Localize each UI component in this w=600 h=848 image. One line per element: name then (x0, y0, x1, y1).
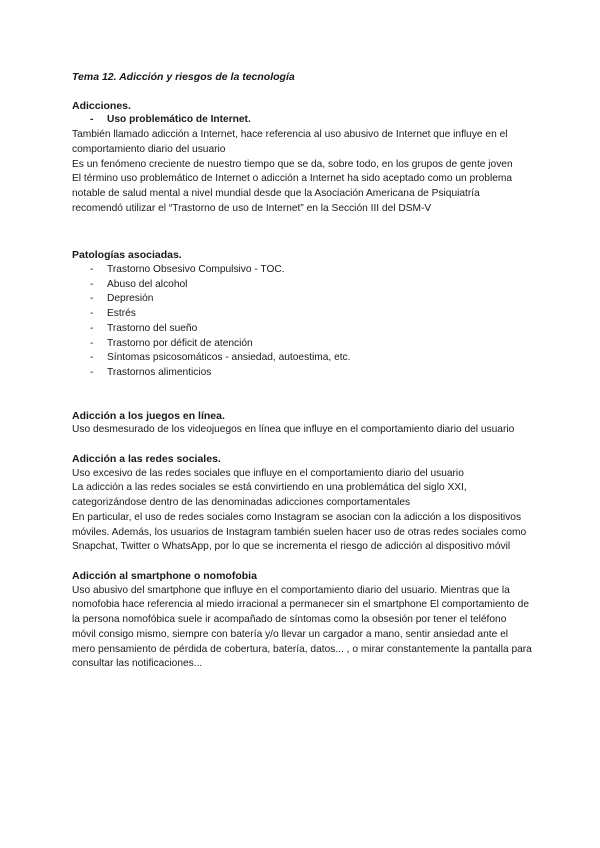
list-dash: - (90, 352, 94, 364)
list-dash: - (90, 366, 94, 378)
list-item (90, 307, 532, 322)
paragraph: Es un fenómeno creciente de nuestro tiempo que se da, sobre todo, en los grupos de gente joven (72, 158, 513, 170)
list-item (90, 351, 532, 366)
page-title: Tema 12. Adicción y riesgos de la tecnología (72, 71, 295, 83)
list-dash: - (90, 308, 94, 320)
subheading-uso-problematico (72, 113, 532, 128)
paragraph: La adicción a las redes sociales se está convirtiendo en una problemática del siglo XXI, categorizándose dentro de las denominadas adicciones comportamentales (72, 482, 467, 509)
section-heading-adicciones: Adicciones. (72, 99, 131, 112)
document-page (72, 70, 532, 672)
paragraph: También llamado adicción a Internet, hace referencia al uso abusivo de Internet que influye en el comportamiento diario del usuario (72, 129, 508, 155)
paragraph: El término uso problemático de Internet o adicción a Internet ha sido aceptado como un problema notable de salud mental a nivel mundial desde que la Asociación Americana de Psiquiatría recomendó utilizar el “Trastorno de uso de Internet” en la Sección III del DSM-V (72, 173, 513, 214)
list-item-label: Trastorno Obsesivo Compulsivo - TOC. (107, 264, 285, 276)
list-item (90, 263, 532, 278)
list-dash: - (90, 322, 94, 334)
section-heading-smartphone: Adicción al smartphone o nomofobia (72, 569, 257, 582)
list-item (90, 366, 532, 381)
section-heading-patologias: Patologías asociadas. (72, 249, 182, 262)
list-item (90, 278, 532, 293)
list-dash: - (90, 114, 94, 126)
paragraph: Uso desmesurado de los videojuegos en línea que influye en el comportamiento diario del usuario (72, 424, 515, 436)
paragraph: Uso excesivo de las redes sociales que influye en el comportamiento diario del usuario (72, 467, 464, 479)
list-dash: - (90, 337, 94, 349)
list-item-label: Trastornos alimenticios (107, 366, 212, 378)
list-dash: - (90, 264, 94, 276)
subheading-label: Uso problemático de Internet. (107, 114, 251, 126)
list-item (90, 337, 532, 352)
list-item (90, 322, 532, 337)
paragraph: Uso abusivo del smartphone que influye en el comportamiento diario del usuario. Mientras que la nomofobia hace referencia al miedo irracional a permanecer sin el smartphone El comportamiento de la persona nomofóbica suele ir acompañado de síntomas como la obsesión por tener el teléfono móvil consigo mismo, siempre con batería y/o llevar un cargador a mano, sentir ansiedad ante el mero pensamiento de pérdida de cobertura, batería, datos... , o mirar constantemente la pantalla para consultar las notificaciones... (72, 584, 532, 670)
list-item-label: Depresión (107, 293, 154, 305)
list-item-label: Síntomas psicosomáticos - ansiedad, autoestima, etc. (107, 352, 351, 364)
list-dash: - (90, 278, 94, 290)
list-item-label: Trastorno por déficit de atención (107, 337, 253, 349)
list-item-label: Trastorno del sueño (107, 322, 198, 334)
list-item-label: Estrés (107, 308, 136, 320)
patologias-list (72, 263, 532, 381)
list-item (90, 292, 532, 307)
list-item-label: Abuso del alcohol (107, 278, 188, 290)
list-dash: - (90, 293, 94, 305)
section-heading-redes: Adicción a las redes sociales. (72, 453, 221, 466)
paragraph: En particular, el uso de redes sociales como Instagram se asocian con la adicción a los dispositivos móviles. Además, los usuarios de Instagram también suelen hacer uso de otras redes sociales como Snapchat, Twitter o WhatsApp, por lo que se incrementa el riesgo de adicción al dispositivo móvil (72, 511, 527, 553)
section-heading-juegos: Adicción a los juegos en línea. (72, 409, 225, 422)
